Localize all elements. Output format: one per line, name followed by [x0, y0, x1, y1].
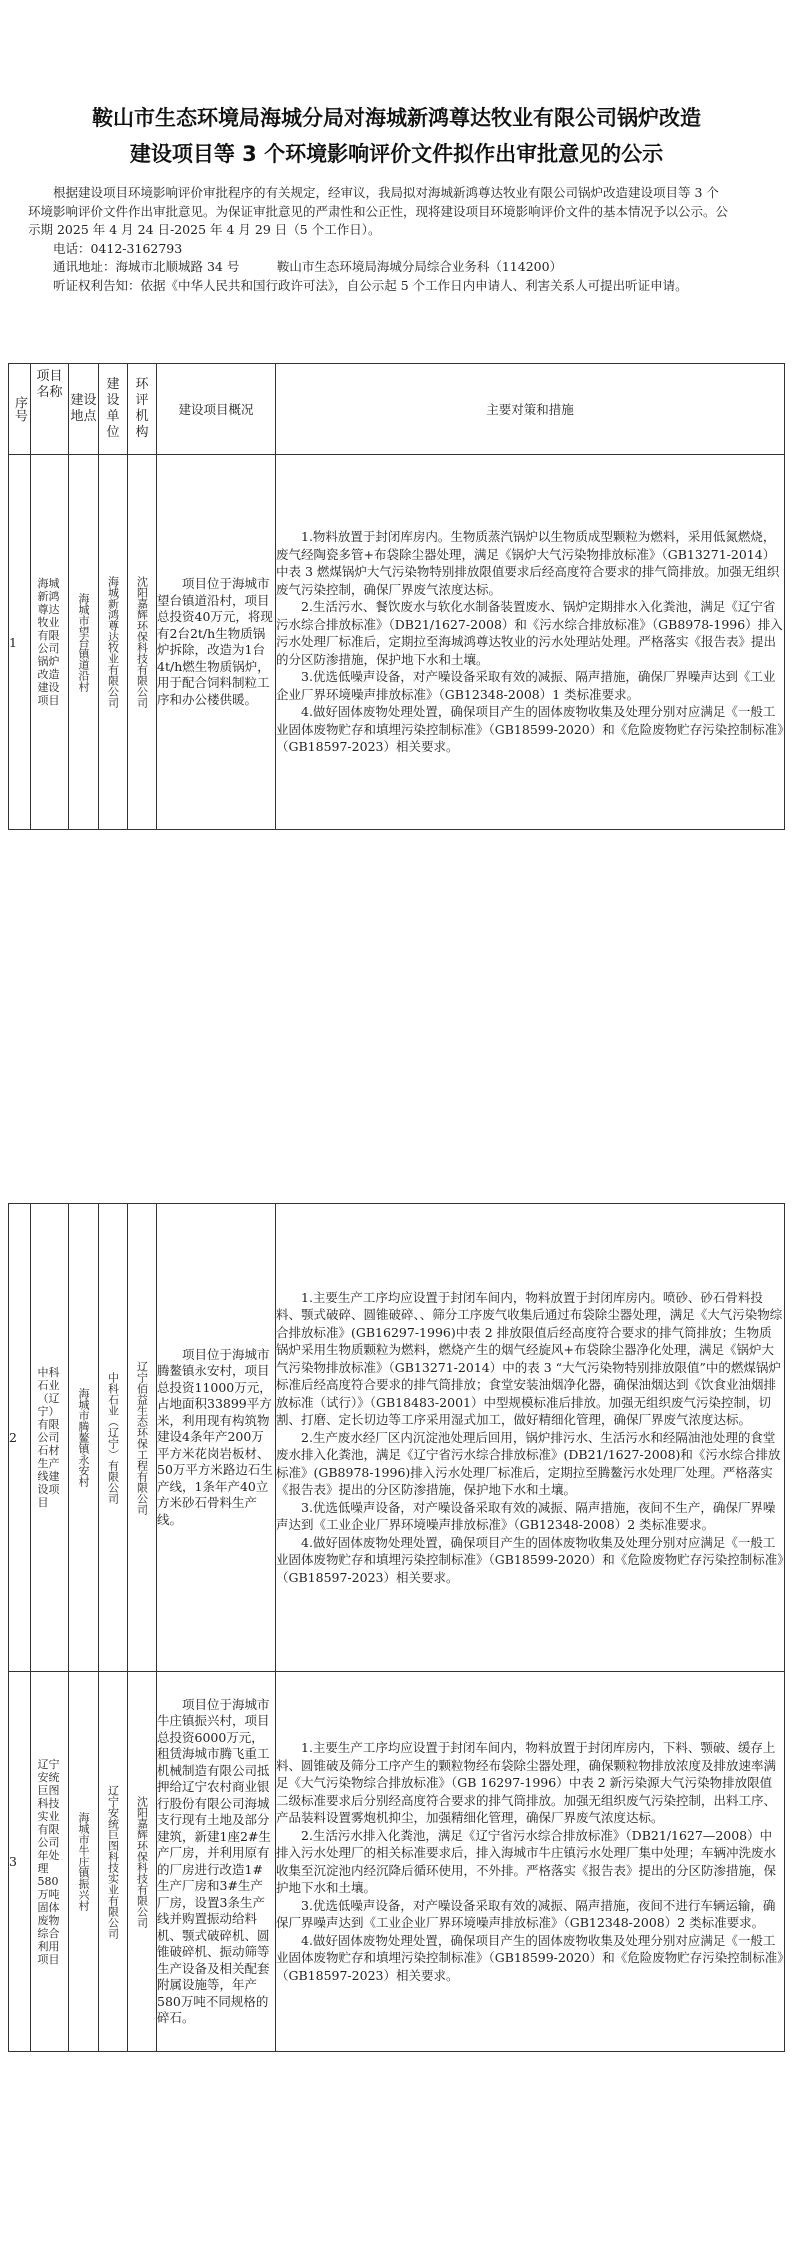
- table-row: [9, 455, 785, 830]
- row-2-measures: [276, 1204, 785, 1672]
- contact-phone: 电话：0412-3162793: [53, 240, 183, 256]
- row-1-agency: 沈阳嘉辉环保科技有限公司: [135, 576, 149, 708]
- header-no: 序号: [9, 364, 31, 455]
- row-2-unit-cell: [99, 1204, 128, 1672]
- row-2-location: 海城市腾鳌镇永安村: [77, 1388, 90, 1487]
- row-2-agency: 辽宁佰益生态环保工程有限公司: [135, 1360, 149, 1515]
- row-2-name-cell: [31, 1204, 69, 1672]
- intro-paragraph: 根据建设项目环境影响评价审批程序的有关规定，经审议，我局拟对海城新鸿尊达牧业有限公司锅炉改造建设项目等 3 个环境影响评价文件作出审批意见。为保证审批意见的严肃性和公正性，现将建设项目环境影响评价文件的基本情况予以公示。公示期 2025 年 4 月 24 日-2025 年 4 月 29 日（5 个工作日）。: [28, 185, 729, 237]
- notice-intro: [28, 184, 728, 295]
- row-2-name: 中科石业（辽宁）有限公司石材生产线建设项目: [37, 1366, 60, 1509]
- row-1-measure-2: 2.生活污水、餐饮废水与软化水制备装置废水、锅炉定期排水入化粪池，满足《辽宁省污水综合排放标准》（DB21/1627-2008）和《污水综合排放标准》（GB8978-1996）排入污水处理厂标准后，定期拉至海城鸿尊达牧业的污水处理站处理。严格落实《报告表》提出的分区防渗措施，保护地下水和土壤。: [276, 599, 783, 667]
- row-1-name-cell: [31, 455, 69, 830]
- row-3-location-cell: [69, 1672, 99, 2052]
- row-1-location-cell: [69, 455, 99, 830]
- row-3-measure-3: 3.优选低噪声设备，对产噪设备采取有效的减振、隔声措施，夜间不进行车辆运输，确保厂界噪声达到《工业企业厂界环境噪声排放标准》（GB12348-2008）2 类标准要求。: [276, 1897, 776, 1930]
- row-1-agency-cell: [128, 455, 157, 830]
- header-name: 项目名称: [31, 364, 69, 455]
- row-1-measure-1: 1.物料放置于封闭库房内。生物质蒸汽锅炉以生物质成型颗粒为燃料，采用低氮燃烧，废气经陶瓷多管+布袋除尘器处理，满足《锅炉大气污染物排放标准》（GB13271-2014）中表 3 燃煤锅炉大气污染物特别排放限值要求后经高度符合要求的排气筒排放。加强无组织废气污染控制，确保厂界废气浓度达标。: [276, 529, 780, 597]
- row-1-no: 1: [9, 455, 31, 830]
- row-3-location: 海城市牛庄镇振兴村: [77, 1812, 90, 1911]
- row-2-agency-cell: [128, 1204, 157, 1672]
- notice-title: [0, 100, 793, 172]
- row-2-no: 2: [9, 1204, 31, 1672]
- row-1-measure-4: 4.做好固体废物处理处置，确保项目产生的固体废物收集及处理分别对应满足《一般工业固体废物贮存和填埋污染控制标准》（GB18599-2020）和《危险废物贮存污染控制标准》（GB18597-2023）相关要求。: [276, 704, 784, 755]
- row-3-unit-cell: [99, 1672, 128, 2052]
- title-line-2: 建设项目等 3 个环境影响评价文件拟作出审批意见的公示: [129, 142, 664, 166]
- row-3-name-cell: [31, 1672, 69, 2052]
- table-row: [9, 1672, 785, 2052]
- table-header-row: [9, 364, 785, 455]
- row-3-agency-cell: [128, 1672, 157, 2052]
- header-measures: 主要对策和措施: [276, 364, 785, 455]
- header-location: 建设地点: [69, 364, 99, 455]
- row-3-unit: 辽宁安统巨图科技实业有限公司: [106, 1784, 120, 1939]
- row-1-measure-3: 3.优选低噪声设备，对产噪设备采取有效的减振、隔声措施，确保厂界噪声达到《工业企业厂界环境噪声排放标准》（GB12348-2008）1 类标准要求。: [276, 669, 776, 702]
- title-line-1: 鞍山市生态环境局海城分局对海城新鸿尊达牧业有限公司锅炉改造: [92, 106, 701, 130]
- row-2-unit: 中科石业（辽宁）有限公司: [106, 1371, 120, 1504]
- row-2-measure-3: 3.优选低噪声设备，对产噪设备采取有效的减振、隔声措施，夜间不生产，确保厂界噪声达到《工业企业厂界环境噪声排放标准》（GB12348-2008）2 类标准要求。: [276, 1499, 776, 1533]
- row-2-overview: 项目位于海城市腾鳌镇永安村，项目总投资11000万元，占地面积33899平方米，利用现有构筑物建设4条年产200万平方米花岗岩板材、50万平方米路边石生产线，1条年产40立方米砂石骨料生产线。: [157, 1204, 276, 1672]
- row-3-measures: [276, 1672, 785, 2052]
- hearing-notice: 听证权利告知：依据《中华人民共和国行政许可法》，自公示起 5 个工作日内申请人、利害关系人可提出听证申请。: [53, 277, 688, 293]
- projects-table-part-1: [8, 363, 785, 830]
- table-row: [9, 1204, 785, 1672]
- contact-address: 通讯地址：海城市北顺城路 34 号 鞍山市生态环境局海城分局综合业务科（114200）: [53, 259, 563, 274]
- row-1-name: 海城新鸿尊达牧业有限公司锅炉改造建设项目: [37, 577, 60, 707]
- row-1-measures: [276, 455, 785, 830]
- row-3-no: 3: [9, 1672, 31, 2052]
- header-agency: 环评机构: [128, 364, 157, 455]
- header-unit: 建设单位: [99, 364, 128, 455]
- row-2-measure-4: 4.做好固体废物处理处置，确保项目产生的固体废物收集及处理分别对应满足《一般工业固体废物贮存和填埋污染控制标准》（GB18599-2020）和《危险废物贮存污染控制标准》（GB18597-2023）相关要求。: [276, 1534, 784, 1585]
- row-2-measure-1: 1.主要生产工序均应设置于封闭车间内，物料放置于封闭库房内。喷砂、砂石骨料投料、颚式破碎、圆锥破碎、、筛分工序废气收集后通过布袋除尘器处理，满足《大气污染物综合排放标准》(GB16297-1996)中表 2 排放限值后经高度符合要求的排气筒排放；生物质锅炉采用生物质颗粒为燃料，燃烧产生的烟气经旋风+布袋除尘器净化处理，满足《锅炉大气污染物排放标准》（GB13271-2014）中的表 3 “大气污染物特别排放限值”中的燃煤锅炉标准后经高度符合要求的排气筒排放；食堂安装油烟净化器，确保油烟达到《饮食业油烟排放标准（试行）》（GB18483-2001）中型规模标准后排放。加强无组织废气污染控制，切割、打磨、定长切边等工序采用湿式加工，做好精细化管理，确保厂界废气浓度达标。: [276, 1289, 783, 1428]
- row-1-unit: 海城新鸿尊达牧业有限公司: [106, 576, 120, 708]
- row-3-measure-1: 1.主要生产工序均应设置于封闭车间内，物料放置于封闭库房内，下料、颚破、缓存上料、圆锥破及筛分工序产生的颗粒物经布袋除尘器处理，确保颗粒物排放浓度及排放速率满足《大气污染物综合排放标准》（GB 16297-1996）中表 2 新污染源大气污染物排放限值二级标准要求后分别经高度符合要求的排气筒排放。加强无组织废气污染控制，出料工序、产品装料设置雾炮机抑尘，加强精细化管理，确保厂界废气浓度达标。: [276, 1740, 777, 1825]
- row-1-unit-cell: [99, 455, 128, 830]
- header-overview: 建设项目概况: [157, 364, 276, 455]
- row-1-location: 海城市望台镇道沿村: [77, 592, 90, 692]
- row-3-name: 辽宁安统巨图科技实业有限公司年处理580万吨固体废物综合利用项目: [37, 1757, 60, 1966]
- row-3-agency: 沈阳嘉辉环保科技有限公司: [135, 1795, 149, 1928]
- row-2-measure-2: 2.生产废水经厂区内沉淀池处理后回用，锅炉排污水、生活污水和经隔油池处理的食堂废水排入化粪池，满足《辽宁省污水综合排放标准》(DB21/1627-2008)和《污水综合排放标准》(GB8978-1996)排入污水处理厂标准后，定期拉至腾鳌污水处理厂处理。严格落实《报告表》提出的分区防渗措施，保护地下水和土壤。: [276, 1429, 781, 1498]
- projects-table-part-2: [8, 1203, 785, 2052]
- row-1-overview: 项目位于海城市望台镇道沿村，项目总投资40万元，将现有2台2t/h生物质锅炉拆除，改造为1台4t/h燃生物质锅炉，用于配合饲料制粒工序和办公楼供暖。: [157, 455, 276, 830]
- row-3-measure-2: 2.生活污水排入化粪池，满足《辽宁省污水综合排放标准》（DB21/1627—2008）中排入污水处理厂的相关标准要求后，排入海城市牛庄镇污水处理厂集中处理；车辆冲洗废水收集至沉淀池内经沉降后循环使用，不外排。严格落实《报告表》提出的分区防渗措施，保护地下水和土壤。: [276, 1827, 777, 1895]
- row-3-overview: 项目位于海城市牛庄镇振兴村，项目总投资6000万元，租赁海城市腾飞重工机械制造有限公司抵押给辽宁农村商业银行股份有限公司海城支行现有土地及部分建筑，新建1座2#生产厂房，并利用原有的厂房进行改造1#生产厂房和3#生产厂房，设置3条生产线并购置振动给料机、颚式破碎机、圆锥破碎机、振动筛等生产设备及相关配套附属设施等，年产580万吨不同规格的碎石。: [157, 1672, 276, 2052]
- row-2-location-cell: [69, 1204, 99, 1672]
- row-3-measure-4: 4.做好固体废物处理处置，确保项目产生的固体废物收集及处理分别对应满足《一般工业固体废物贮存和填埋污染控制标准》（GB18599-2020）和《危险废物贮存污染控制标准》（GB18597-2023）相关要求。: [276, 1932, 784, 1983]
